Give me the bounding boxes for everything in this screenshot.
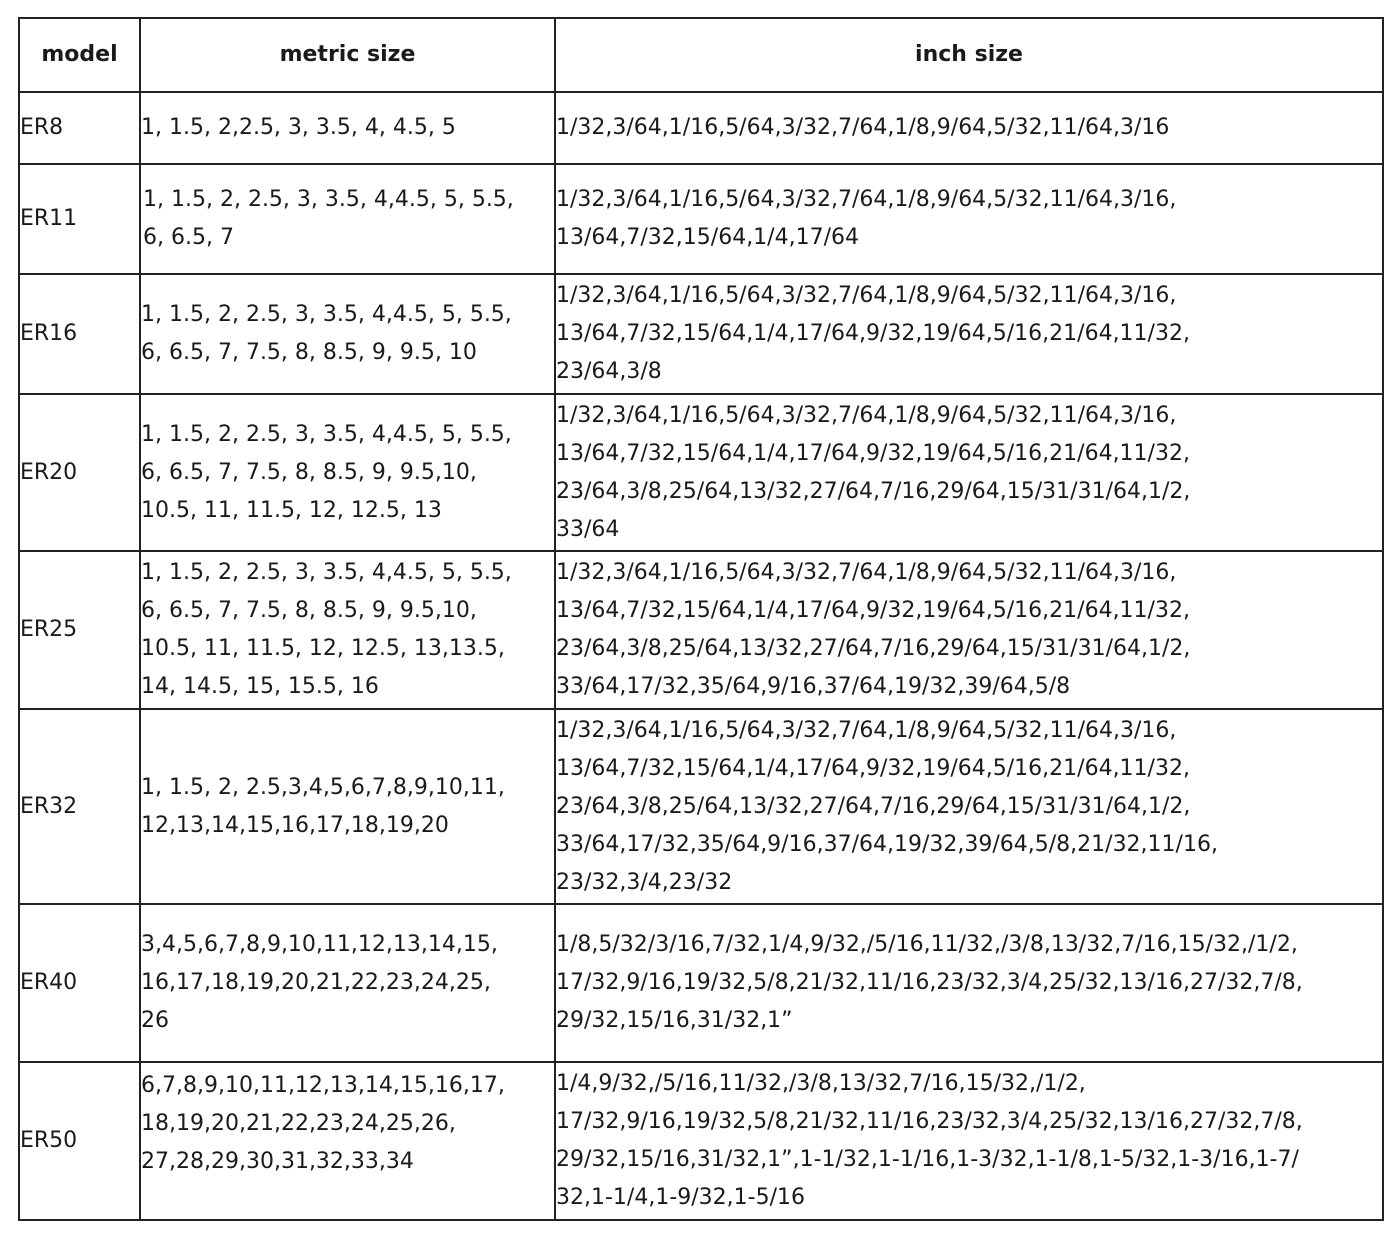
metric-line: 1, 1.5, 2, 2.5, 3, 3.5, 4,4.5, 5, 5.5, bbox=[141, 302, 512, 327]
metric-line: 16,17,18,19,20,21,22,23,24,25, bbox=[141, 970, 491, 995]
inch-line: 23/32,3/4,23/32 bbox=[556, 869, 733, 895]
inch-line: 17/32,9/16,19/32,5/8,21/32,11/16,23/32,3/4,25/32,13/16,27/32,7/8, bbox=[556, 1109, 1303, 1134]
metric-line: 1, 1.5, 2, 2.5, 3, 3.5, 4,4.5, 5, 5.5, bbox=[143, 187, 514, 212]
inch-line: 23/64,3/8,25/64,13/32,27/64,7/16,29/64,15/31/31/64,1/2, bbox=[556, 478, 1191, 504]
inch-line: 13/64,7/32,15/64,1/4,17/64,9/32,19/64,5/16,21/64,11/32, bbox=[556, 598, 1190, 623]
table-row bbox=[19, 904, 1383, 1062]
inch-size-header: inch size bbox=[555, 18, 1383, 92]
table-row bbox=[19, 394, 1383, 551]
inch-line: 13/64,7/32,15/64,1/4,17/64,9/32,19/64,5/16,21/64,11/32, bbox=[556, 321, 1190, 346]
metric-line: 27,28,29,30,31,32,33,34 bbox=[141, 1149, 414, 1174]
metric-size-cell bbox=[140, 1062, 555, 1220]
metric-line: 12,13,14,15,16,17,18,19,20 bbox=[141, 812, 449, 838]
metric-size-cell bbox=[140, 274, 555, 394]
metric-line: 1, 1.5, 2, 2.5,3,4,5,6,7,8,9,10,11, bbox=[141, 774, 505, 800]
metric-line: 6, 6.5, 7, 7.5, 8, 8.5, 9, 9.5, 10 bbox=[141, 340, 477, 365]
header-row bbox=[19, 18, 1383, 92]
model-cell: ER32 bbox=[19, 709, 140, 904]
inch-line: 13/64,7/32,15/64,1/4,17/64 bbox=[556, 225, 859, 250]
metric-line: 6, 6.5, 7, 7.5, 8, 8.5, 9, 9.5,10, bbox=[141, 459, 477, 485]
metric-size-cell bbox=[140, 904, 555, 1062]
model-cell: ER40 bbox=[19, 904, 140, 1062]
metric-line: 3,4,5,6,7,8,9,10,11,12,13,14,15, bbox=[141, 932, 498, 957]
inch-line: 29/32,15/16,31/32,1”,1-1/32,1-1/16,1-3/32,1-1/8,1-5/32,1-3/16,1-7/ bbox=[556, 1147, 1299, 1172]
model-cell: ER16 bbox=[19, 274, 140, 394]
metric-size-cell bbox=[140, 709, 555, 904]
table-row bbox=[19, 709, 1383, 904]
metric-line: 1, 1.5, 2, 2.5, 3, 3.5, 4,4.5, 5, 5.5, bbox=[141, 560, 512, 585]
inch-size-cell bbox=[555, 709, 1383, 904]
inch-line: 33/64,17/32,35/64,9/16,37/64,19/32,39/64,5/8,21/32,11/16, bbox=[556, 831, 1218, 857]
inch-line: 13/64,7/32,15/64,1/4,17/64,9/32,19/64,5/16,21/64,11/32, bbox=[556, 440, 1190, 466]
metric-line: 14, 14.5, 15, 15.5, 16 bbox=[141, 674, 379, 699]
table-row bbox=[19, 92, 1383, 164]
metric-line: 6, 6.5, 7, 7.5, 8, 8.5, 9, 9.5,10, bbox=[141, 598, 477, 623]
metric-line: 6, 6.5, 7 bbox=[143, 225, 234, 250]
inch-line: 1/32,3/64,1/16,5/64,3/32,7/64,1/8,9/64,5/32,11/64,3/16, bbox=[556, 283, 1177, 308]
inch-line: 32,1-1/4,1-9/32,1-5/16 bbox=[556, 1185, 805, 1210]
inch-line: 33/64 bbox=[556, 516, 620, 542]
inch-size-cell bbox=[555, 551, 1383, 709]
metric-line: 1, 1.5, 2,2.5, 3, 3.5, 4, 4.5, 5 bbox=[141, 115, 456, 140]
metric-size-cell bbox=[140, 394, 555, 551]
metric-size-cell bbox=[140, 164, 555, 274]
inch-size-cell bbox=[555, 274, 1383, 394]
inch-line: 1/8,5/32/3/16,7/32,1/4,9/32,/5/16,11/32,/3/8,13/32,7/16,15/32,/1/2, bbox=[556, 932, 1298, 957]
inch-line: 29/32,15/16,31/32,1” bbox=[556, 1008, 793, 1033]
inch-line: 23/64,3/8,25/64,13/32,27/64,7/16,29/64,15/31/31/64,1/2, bbox=[556, 636, 1191, 661]
inch-line: 1/32,3/64,1/16,5/64,3/32,7/64,1/8,9/64,5/32,11/64,3/16, bbox=[556, 402, 1177, 428]
metric-line: 10.5, 11, 11.5, 12, 12.5, 13 bbox=[141, 497, 442, 523]
model-cell: ER11 bbox=[19, 164, 140, 274]
inch-size-cell bbox=[555, 904, 1383, 1062]
table-row bbox=[19, 164, 1383, 274]
inch-line: 1/4,9/32,/5/16,11/32,/3/8,13/32,7/16,15/32,/1/2, bbox=[556, 1071, 1086, 1096]
inch-line: 1/32,3/64,1/16,5/64,3/32,7/64,1/8,9/64,5/32,11/64,3/16, bbox=[556, 560, 1177, 585]
table-row bbox=[19, 551, 1383, 709]
model-header: model bbox=[19, 18, 140, 92]
inch-size-cell bbox=[555, 92, 1383, 164]
metric-line: 6,7,8,9,10,11,12,13,14,15,16,17, bbox=[141, 1073, 505, 1098]
metric-line: 10.5, 11, 11.5, 12, 12.5, 13,13.5, bbox=[141, 636, 505, 661]
inch-line: 23/64,3/8,25/64,13/32,27/64,7/16,29/64,15/31/31/64,1/2, bbox=[556, 793, 1191, 819]
inch-line: 1/32,3/64,1/16,5/64,3/32,7/64,1/8,9/64,5/32,11/64,3/16, bbox=[556, 717, 1177, 743]
inch-size-cell bbox=[555, 394, 1383, 551]
table-row bbox=[19, 274, 1383, 394]
collet-size-table bbox=[18, 17, 1384, 1221]
metric-size-header: metric size bbox=[140, 18, 555, 92]
model-cell: ER8 bbox=[19, 92, 140, 164]
metric-size-cell bbox=[140, 551, 555, 709]
inch-size-cell bbox=[555, 1062, 1383, 1220]
metric-line: 1, 1.5, 2, 2.5, 3, 3.5, 4,4.5, 5, 5.5, bbox=[141, 421, 512, 447]
inch-line: 13/64,7/32,15/64,1/4,17/64,9/32,19/64,5/16,21/64,11/32, bbox=[556, 755, 1190, 781]
inch-line: 33/64,17/32,35/64,9/16,37/64,19/32,39/64,5/8 bbox=[556, 674, 1071, 699]
inch-size-cell bbox=[555, 164, 1383, 274]
inch-line: 23/64,3/8 bbox=[556, 359, 662, 384]
metric-line: 18,19,20,21,22,23,24,25,26, bbox=[141, 1111, 456, 1136]
inch-line: 1/32,3/64,1/16,5/64,3/32,7/64,1/8,9/64,5/32,11/64,3/16 bbox=[556, 115, 1170, 140]
inch-line: 17/32,9/16,19/32,5/8,21/32,11/16,23/32,3/4,25/32,13/16,27/32,7/8, bbox=[556, 970, 1303, 995]
model-cell: ER50 bbox=[19, 1062, 140, 1220]
table-row bbox=[19, 1062, 1383, 1220]
model-cell: ER20 bbox=[19, 394, 140, 551]
inch-line: 1/32,3/64,1/16,5/64,3/32,7/64,1/8,9/64,5/32,11/64,3/16, bbox=[556, 187, 1177, 212]
metric-size-cell bbox=[140, 92, 555, 164]
metric-line: 26 bbox=[141, 1008, 169, 1033]
model-cell: ER25 bbox=[19, 551, 140, 709]
